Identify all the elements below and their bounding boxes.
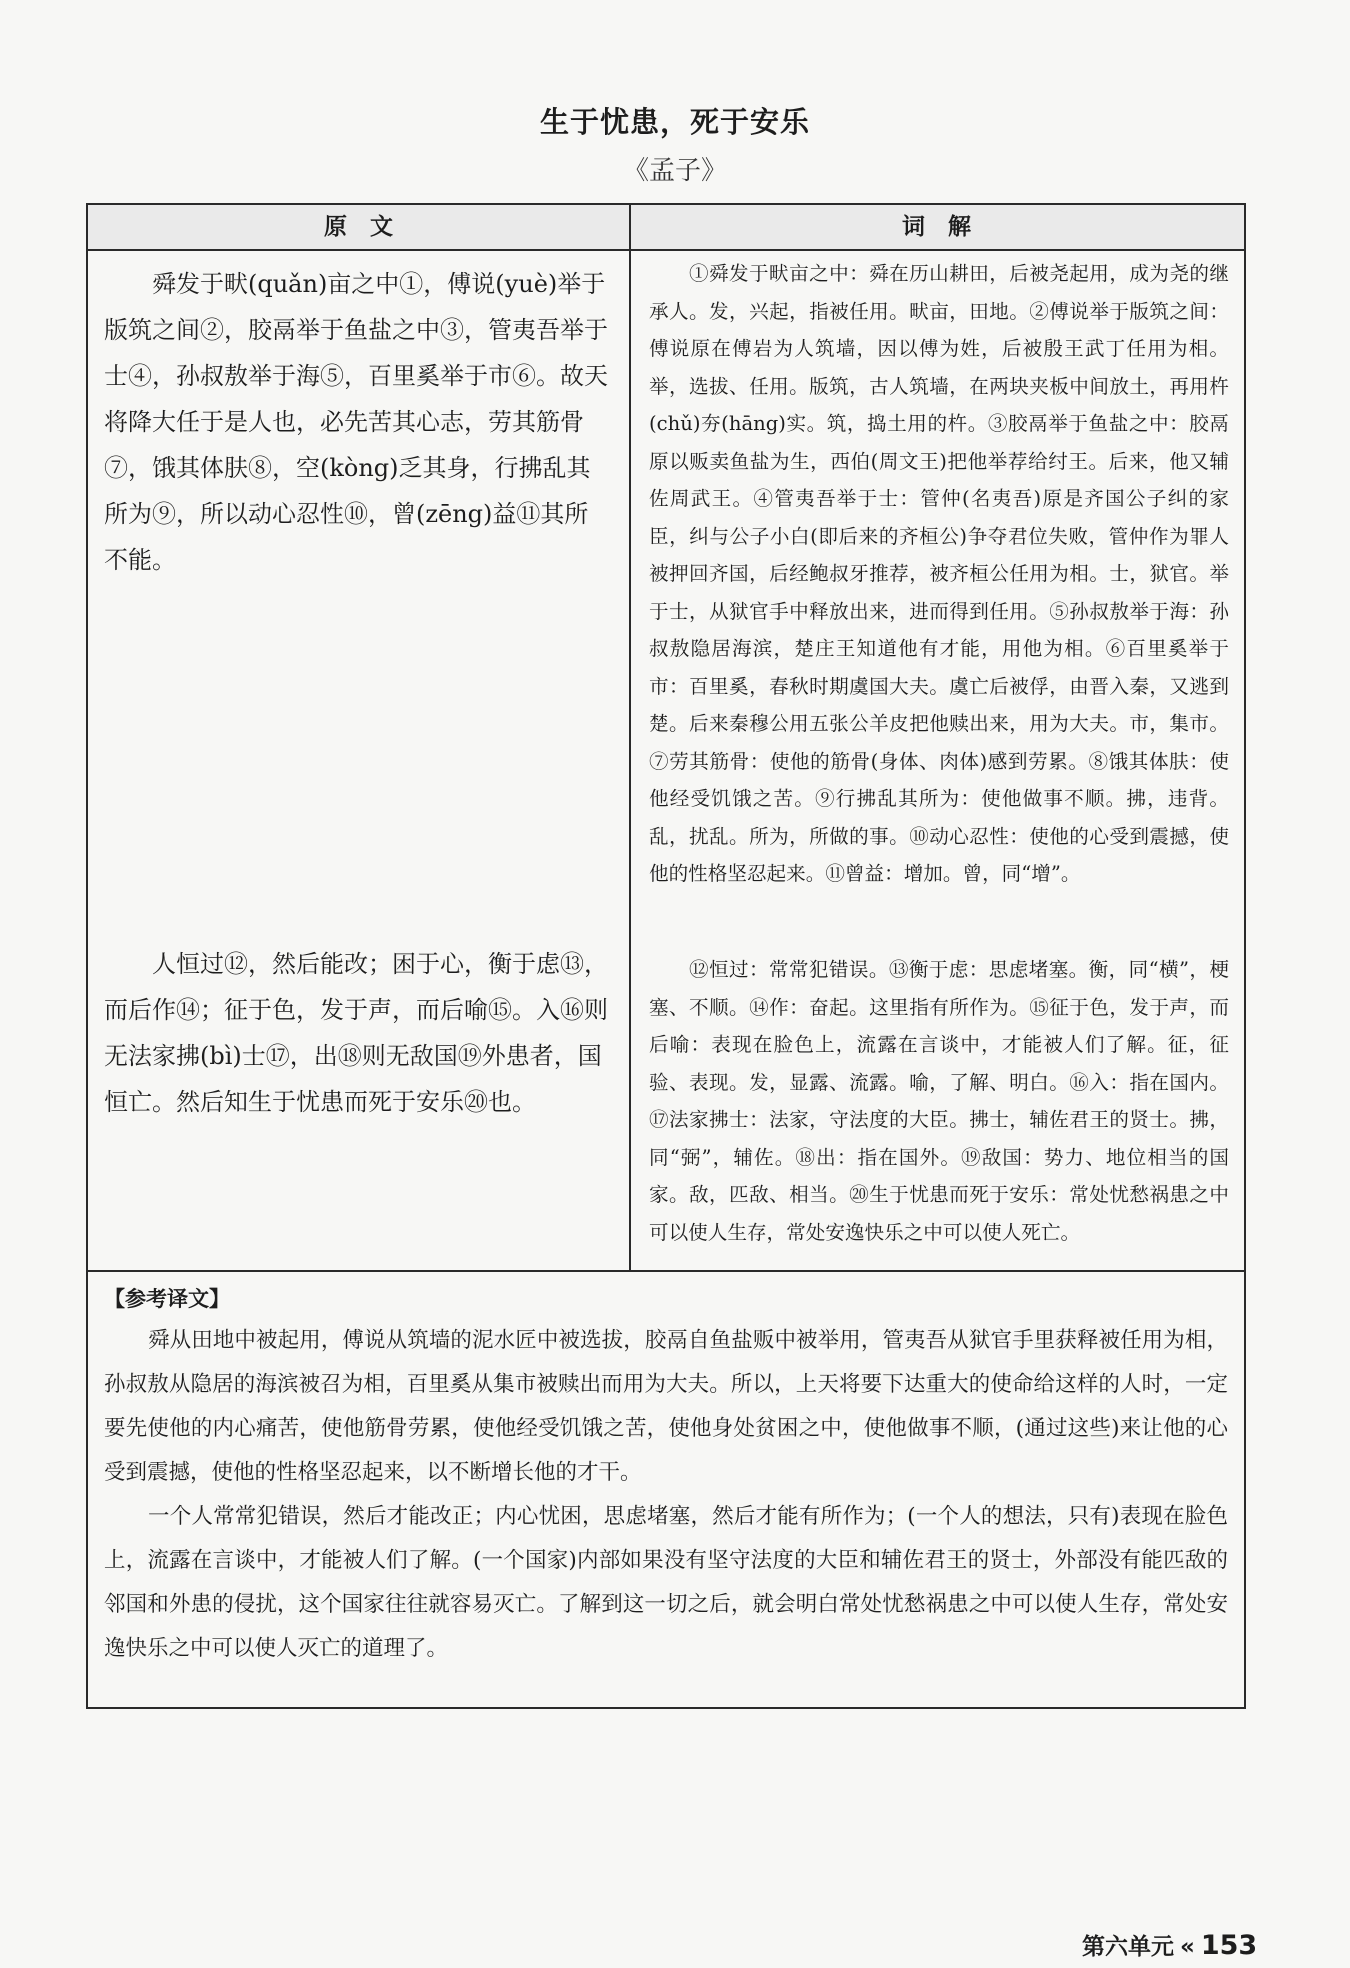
annotation-table [86, 203, 1246, 1709]
chevron-left-icon: « [1180, 1934, 1195, 1960]
section-divider [88, 1270, 1244, 1272]
translation-paragraph-1: 舜从田地中被起用，傅说从筑墙的泥水匠中被选拔，胶鬲自鱼盐贩中被举用，管夷吾从狱官手里获释被任用为相，孙叔敖从隐居的海滨被召为相，百里奚从集市被赎出而用为大夫。所以，上天将要下达重大的使命给这样的人时，一定要先使他的内心痛苦，使他筋骨劳累，使他经受饥饿之苦，使他身处贫困之中，使他做事不顺，(通过这些)来让他的心受到震撼，使他的性格坚忍起来，以不断增长他的才干。 [104, 1328, 1228, 1485]
glossary-block-2: ⑫恒过：常常犯错误。⑬衡于虑：思虑堵塞。衡，同“横”，梗塞、不顺。⑭作：奋起。这里指有所作为。⑮征于色，发于声，而后喻：表现在脸色上，流露在言谈中，才能被人们了解。征，征验、表现。发，显露、流露。喻，了解、明白。⑯入：指在国内。⑰法家拂士：法家，守法度的大臣。拂士，辅佐君王的贤士。拂，同“弼”，辅佐。⑱出：指在国外。⑲敌国：势力、地位相当的国家。敌，匹敌、相当。⑳生于忧患而死于安乐：常处忧愁祸患之中可以使人生存，常处安逸快乐之中可以使人死亡。 [649, 958, 1229, 1244]
reference-label: 【参考译文】 [104, 1287, 230, 1311]
page-footer [1082, 1928, 1257, 1964]
original-paragraph-1: 舜发于畎(quǎn)亩之中①，傅说(yuè)举于版筑之间②，胶鬲举于鱼盐之中③，管夷吾举于士④，孙叔敖举于海⑤，百里奚举于市⑥。故天将降大任于是人也，必先苦其心志，劳其筋骨⑦，饿其体肤⑧，空(kòng)乏其身，行拂乱其所为⑨，所以动心忍性⑩，曾(zēng)益⑪其所不能。 [104, 270, 608, 574]
column-header-glossary: 词 解 [902, 214, 971, 240]
translation-paragraph-2: 一个人常常犯错误，然后才能改正；内心忧困，思虑堵塞，然后才能有所作为；(一个人的想法，只有)表现在脸色上，流露在言谈中，才能被人们了解。(一个国家)内部如果没有坚守法度的大臣和辅佐君王的贤士，外部没有能匹敌的邻国和外患的侵扰，这个国家往往就容易灭亡。了解到这一切之后，就会明白常处忧愁祸患之中可以使人生存，常处安逸快乐之中可以使人灭亡的道理了。 [104, 1504, 1228, 1661]
unit-label: 第六单元 [1082, 1934, 1174, 1960]
reference-translation [104, 1279, 1228, 1671]
column-divider [629, 205, 631, 1272]
column-header-original: 原 文 [324, 214, 393, 240]
table-header [88, 205, 1244, 251]
glossary-block-1: ①舜发于畎亩之中：舜在历山耕田，后被尧起用，成为尧的继承人。发，兴起，指被任用。畎亩，田地。②傅说举于版筑之间：傅说原在傅岩为人筑墙，因以傅为姓，后被殷王武丁任用为相。举，选拔、任用。版筑，古人筑墙，在两块夹板中间放土，再用杵(chǔ)夯(hāng)实。筑，捣土用的杵。③胶鬲举于鱼盐之中：胶鬲原以贩卖鱼盐为生，西伯(周文王)把他举荐给纣王。后来，他又辅佐周武王。④管夷吾举于士：管仲(名夷吾)原是齐国公子纠的家臣，纠与公子小白(即后来的齐桓公)争夺君位失败，管仲作为罪人被押回齐国，后经鲍叔牙推荐，被齐桓公任用为相。士，狱官。举于士，从狱官手中释放出来，进而得到任用。⑤孙叔敖举于海：孙叔敖隐居海滨，楚庄王知道他有才能，用他为相。⑥百里奚举于市：百里奚，春秋时期虞国大夫。虞亡后被俘，由晋入秦，又逃到楚。后来秦穆公用五张公羊皮把他赎出来，用为大夫。市，集市。⑦劳其筋骨：使他的筋骨(身体、肉体)感到劳累。⑧饿其体肤：使他经受饥饿之苦。⑨行拂乱其所为：使他做事不顺。拂，违背。乱，扰乱。所为，所做的事。⑩动心忍性：使他的心受到震撼，使他的性格坚忍起来。⑪曾益：增加。曾，同“增”。 [649, 262, 1229, 885]
page-number: 153 [1200, 1930, 1258, 1961]
original-paragraph-2: 人恒过⑫，然后能改；困于心，衡于虑⑬，而后作⑭；征于色，发于声，而后喻⑮。入⑯则无法家拂(bì)士⑰，出⑱则无敌国⑲外患者，国恒亡。然后知生于忧患而死于安乐⑳也。 [104, 950, 608, 1116]
source-author: 《孟子》 [622, 156, 727, 186]
lesson-title: 生于忧患，死于安乐 [539, 105, 810, 139]
